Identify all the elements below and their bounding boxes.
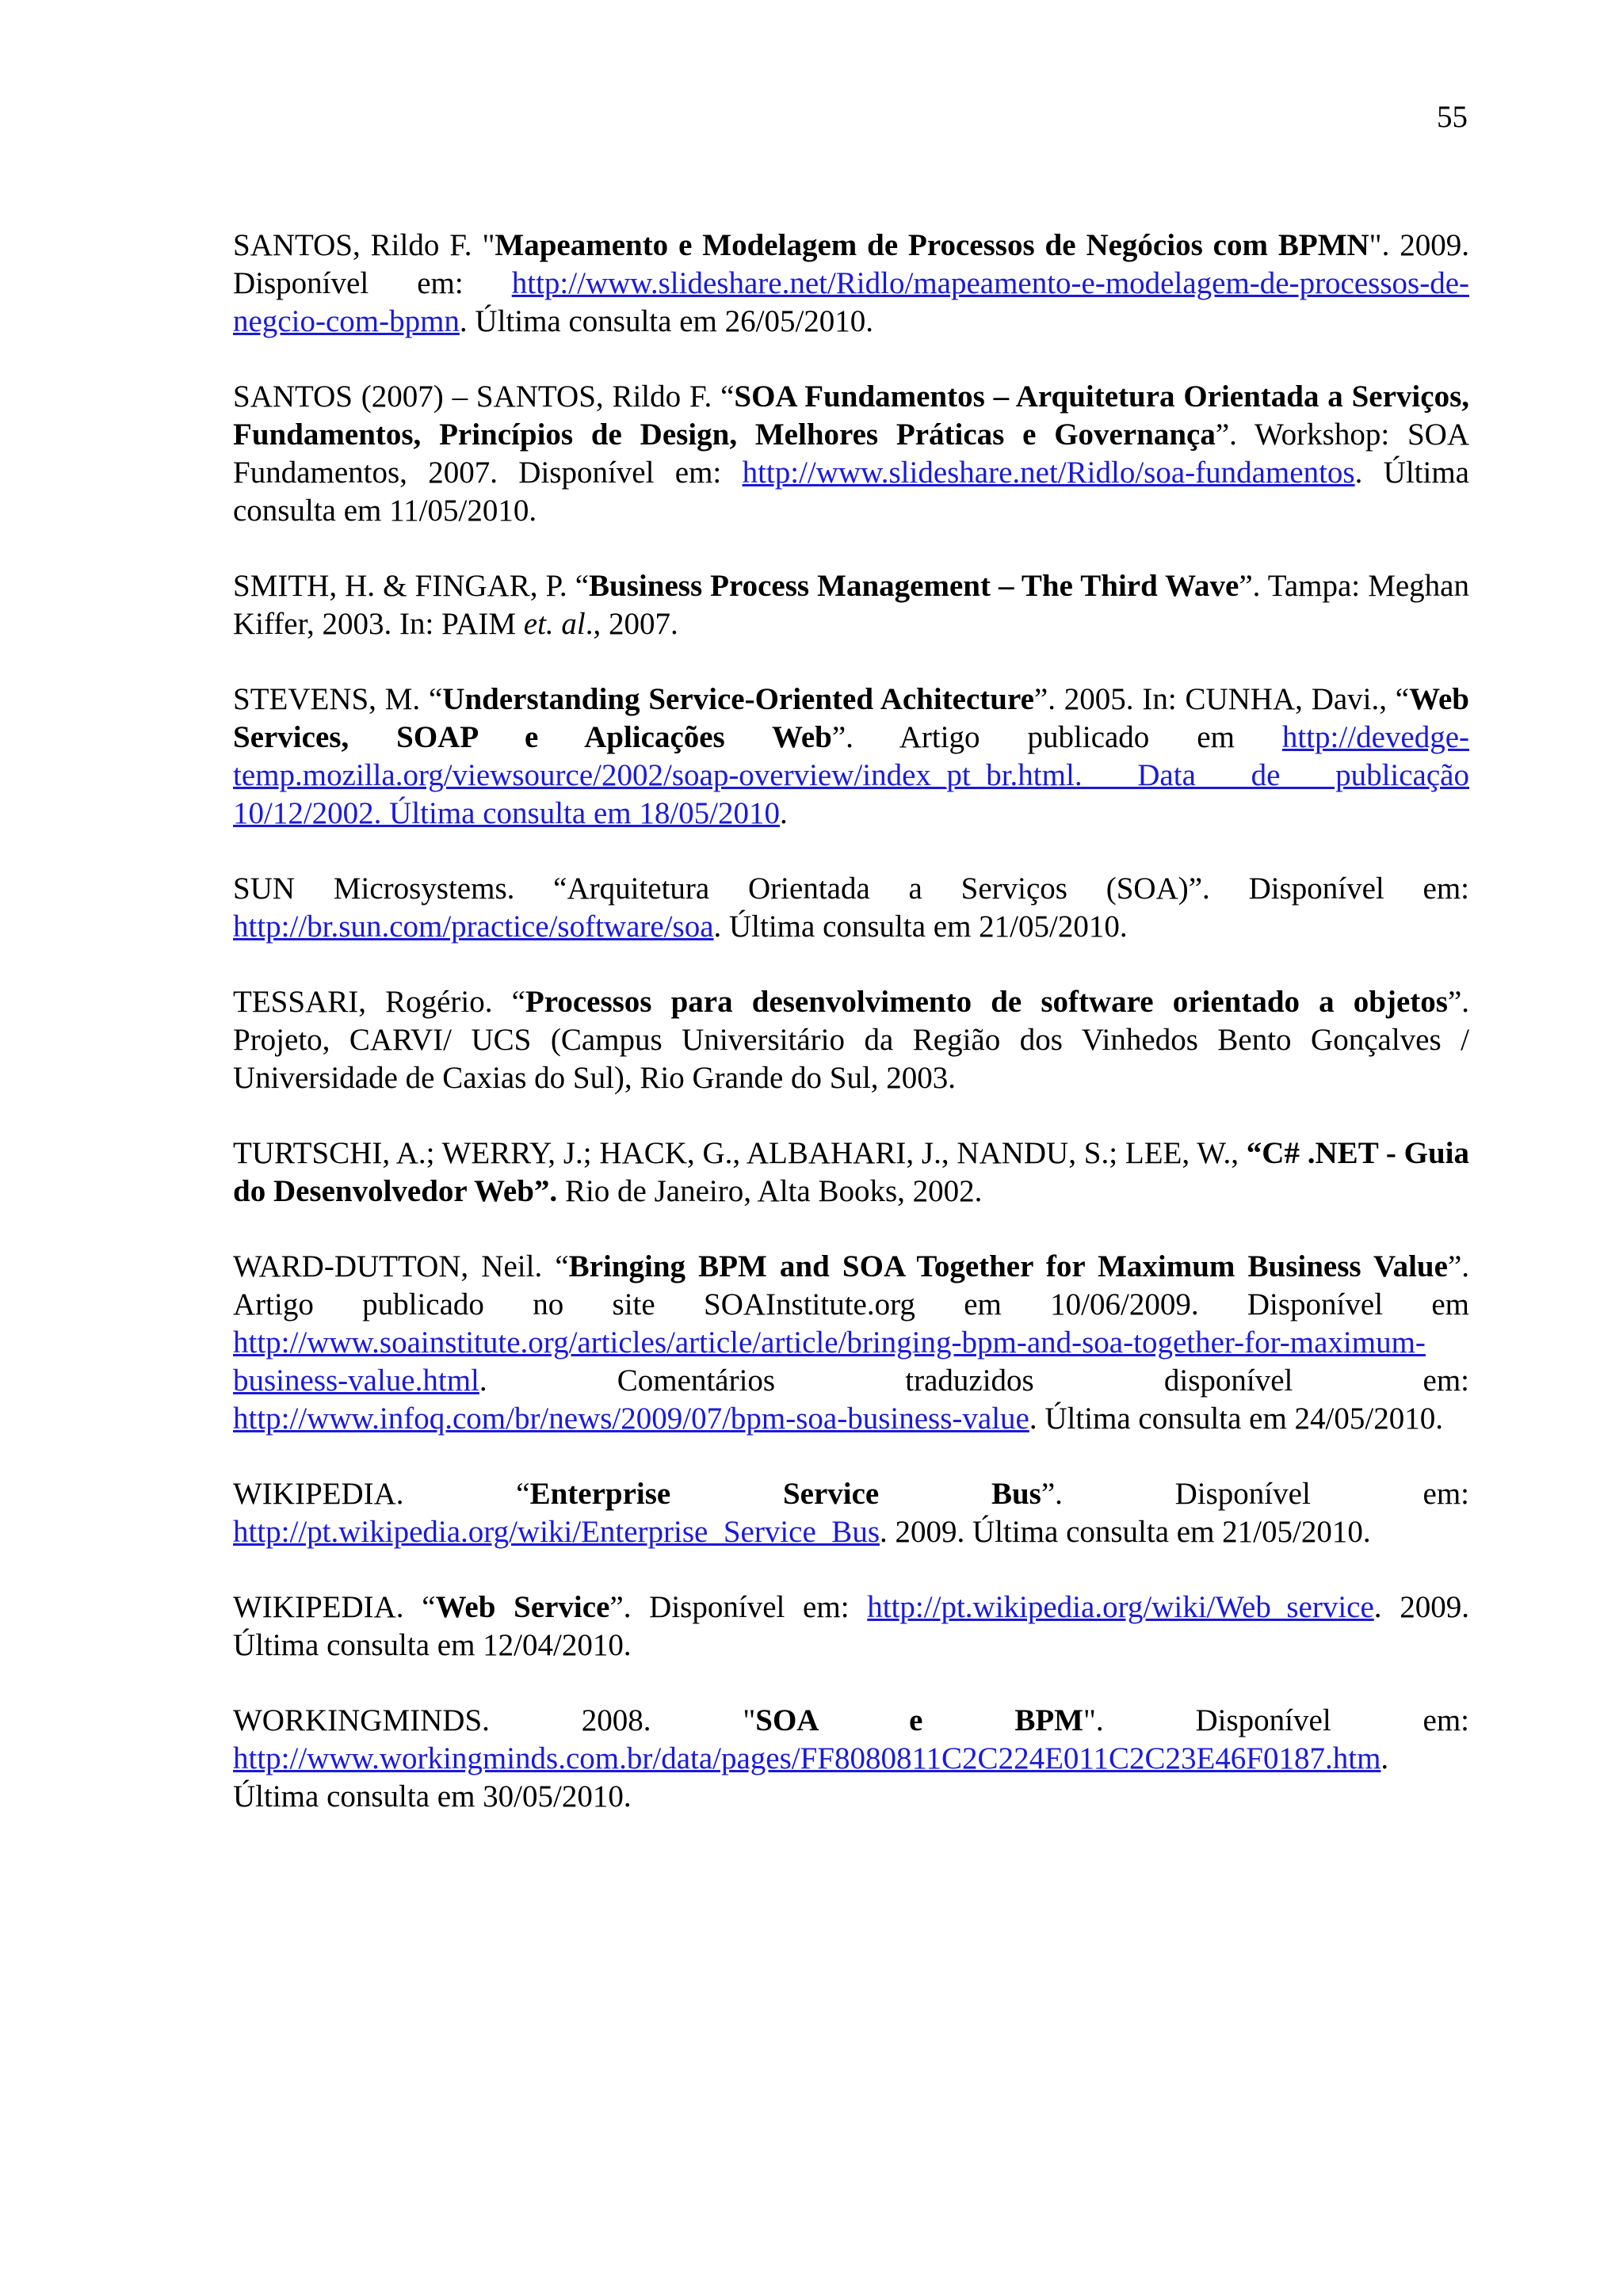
reference-entry-santos-bpmn	[233, 227, 1469, 341]
reference-text: ”. Workshop: SOA Fundamentos, 2007. Disponível em:	[233, 418, 1469, 490]
reference-title: Business Process Management – The Third Wave	[589, 569, 1239, 603]
reference-text: . 2009. Última consulta em 21/05/2010.	[880, 1515, 1371, 1549]
reference-entry-sun	[233, 870, 1469, 946]
reference-text: ”. Disponível em:	[1041, 1477, 1469, 1511]
reference-link[interactable]: http://www.slideshare.net/Ridlo/mapeamento-e-modelagem-de-processos-de-negcio-com-bpmn	[233, 266, 1469, 338]
reference-entry-tessari	[233, 983, 1469, 1097]
reference-text: WORKINGMINDS. 2008. "	[233, 1703, 756, 1737]
reference-title: SOA Fundamentos – Arquitetura Orientada a Serviços, Fundamentos, Princípios de Design, Melhores Práticas e Governança	[233, 379, 1469, 452]
reference-entry-workingminds	[233, 1702, 1469, 1816]
reference-entry-wikipedia-ws	[233, 1589, 1469, 1665]
reference-text: SANTOS, Rildo F. "	[233, 228, 495, 262]
reference-link[interactable]: http://www.workingminds.com.br/data/pages/FF8080811C2C224E011C2C23E46F0187.htm	[233, 1741, 1381, 1775]
reference-text: WIKIPEDIA. “	[233, 1477, 530, 1511]
reference-text: . Última consulta em 21/05/2010.	[713, 910, 1128, 944]
reference-title: Web Services, SOAP e Aplicações Web	[233, 682, 1469, 754]
reference-title: Web Service	[435, 1590, 610, 1624]
reference-entry-ward-dutton	[233, 1248, 1469, 1438]
reference-link[interactable]: http://www.infoq.com/br/news/2009/07/bpm-soa-business-value	[233, 1402, 1029, 1436]
reference-text: ”. Projeto, CARVI/ UCS (Campus Universitário da Região dos Vinhedos Bento Gonçalves / Universidade de Caxias do Sul), Rio Grande do Sul, 2003.	[233, 985, 1469, 1095]
reference-text: STEVENS, M. “	[233, 682, 443, 716]
reference-link[interactable]: http://br.sun.com/practice/software/soa	[233, 910, 714, 944]
reference-text: . Última consulta em 24/05/2010.	[1029, 1402, 1443, 1436]
reference-title: “C# .NET - Guia do Desenvolvedor Web”.	[233, 1136, 1469, 1208]
reference-title: Enterprise Service Bus	[529, 1477, 1041, 1511]
reference-link[interactable]: http://devedge-temp.mozilla.org/viewsource/2002/soap-overview/index_pt_br.html. Data de publicação 10/12/2002. Última consulta em 18/05/2010	[233, 720, 1469, 830]
reference-text: SMITH, H. & FINGAR, P. “	[233, 569, 590, 603]
reference-link[interactable]: http://pt.wikipedia.org/wiki/Enterprise_Service_Bus	[233, 1515, 880, 1549]
reference-italic-text: et. al	[523, 607, 586, 641]
reference-text: . Última consulta em 26/05/2010.	[459, 304, 874, 338]
reference-text: . Comentários traduzidos disponível em:	[479, 1363, 1469, 1398]
reference-text: ”. Tampa: Meghan Kiffer, 2003. In: PAIM	[233, 569, 1469, 641]
reference-link[interactable]: http://www.slideshare.net/Ridlo/soa-fundamentos	[742, 456, 1355, 490]
reference-text: ”. 2005. In: CUNHA, Davi., “	[1033, 682, 1410, 716]
reference-title: Mapeamento e Modelagem de Processos de Negócios com BPMN	[495, 228, 1369, 262]
reference-link[interactable]: http://pt.wikipedia.org/wiki/Web_service	[867, 1590, 1374, 1624]
reference-title: Processos para desenvolvimento de software orientado a objetos	[525, 985, 1448, 1019]
reference-text: WARD-DUTTON, Neil. “	[233, 1249, 569, 1283]
reference-text: WIKIPEDIA. “	[233, 1590, 436, 1624]
reference-text: ”. Disponível em:	[609, 1590, 868, 1624]
reference-text: . Última consulta em 30/05/2010.	[233, 1741, 1389, 1814]
reference-text: SANTOS (2007) – SANTOS, Rildo F. “	[233, 379, 735, 414]
reference-entry-wikipedia-esb	[233, 1475, 1469, 1551]
reference-entry-santos-2007	[233, 378, 1469, 530]
reference-title: SOA e BPM	[755, 1703, 1083, 1737]
reference-text: Rio de Janeiro, Alta Books, 2002.	[557, 1174, 983, 1208]
reference-entry-turtschi	[233, 1135, 1469, 1211]
reference-text: TURTSCHI, A.; WERRY, J.; HACK, G., ALBAHARI, J., NANDU, S.; LEE, W.,	[233, 1136, 1247, 1170]
reference-text: . Última consulta em 11/05/2010.	[233, 456, 1469, 528]
reference-title: Understanding Service-Oriented Achitecture	[442, 682, 1034, 716]
reference-text: ”. Artigo publicado no site SOAInstitute.org em 10/06/2009. Disponível em	[233, 1249, 1469, 1322]
reference-entry-smith-fingar	[233, 567, 1469, 643]
reference-text: TESSARI, Rogério. “	[233, 985, 525, 1019]
reference-title: Bringing BPM and SOA Together for Maximum Business Value	[568, 1249, 1448, 1283]
reference-text: .	[780, 796, 788, 830]
page-number: 55	[1437, 100, 1468, 134]
reference-entry-stevens	[233, 681, 1469, 833]
reference-list	[233, 227, 1469, 1853]
reference-text: ". 2009. Disponível em:	[233, 228, 1469, 300]
reference-link[interactable]: http://www.soainstitute.org/articles/article/article/bringing-bpm-and-soa-together-for-maximum-business-value.html	[233, 1325, 1426, 1398]
reference-text: ". Disponível em:	[1083, 1703, 1469, 1737]
reference-text: SUN Microsystems. “Arquitetura Orientada a Serviços (SOA)”. Disponível em:	[233, 871, 1469, 906]
reference-text: ”. Artigo publicado em	[831, 720, 1282, 754]
reference-text: . 2009. Última consulta em 12/04/2010.	[233, 1590, 1470, 1662]
reference-text: ., 2007.	[585, 607, 678, 641]
